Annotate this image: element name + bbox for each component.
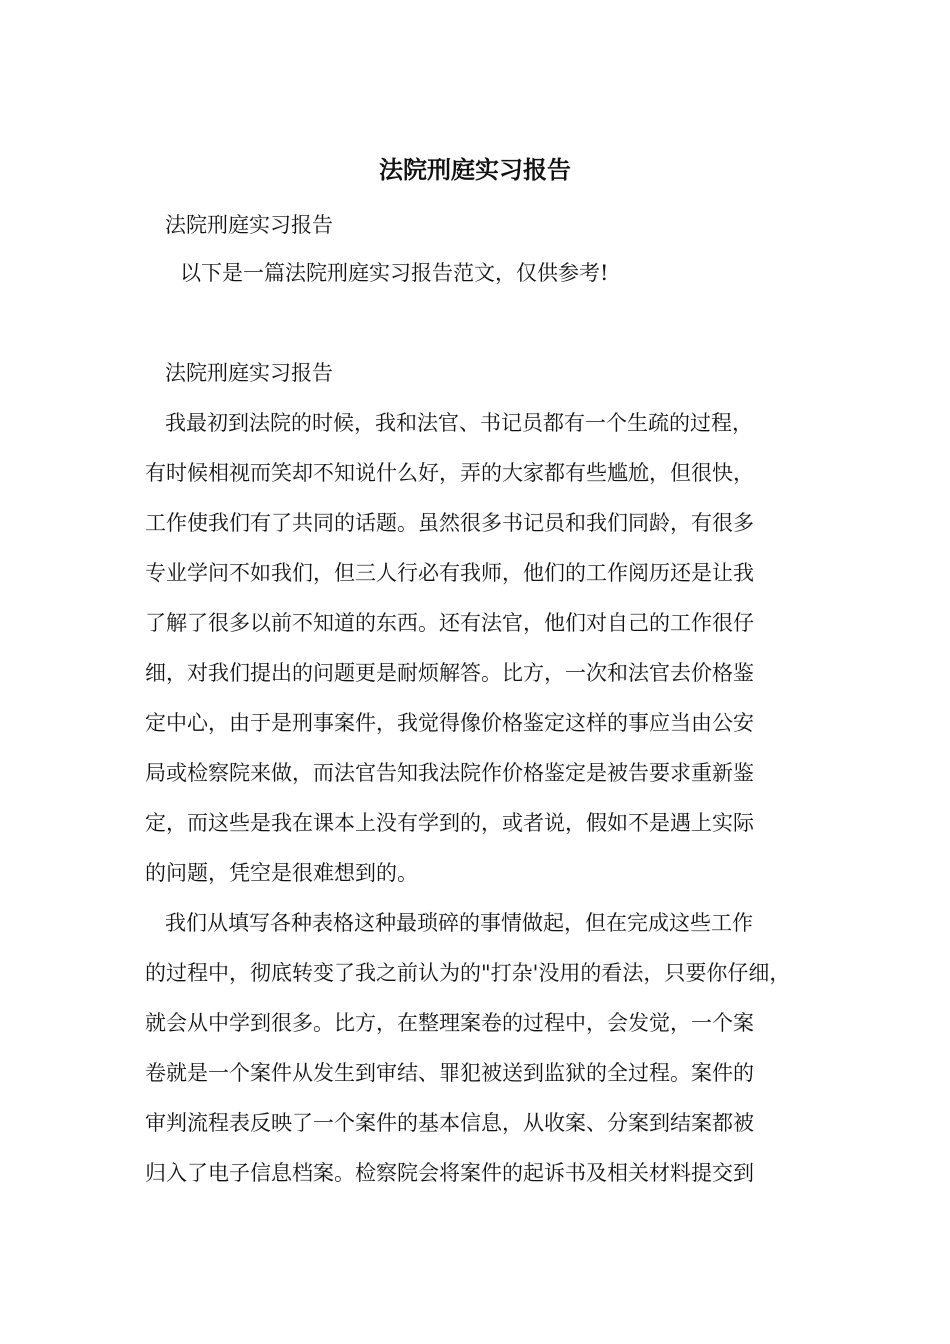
document-subtitle: 法院刑庭实习报告: [165, 213, 333, 237]
paragraph-2-line: 就会从中学到很多。比方，在整理案卷的过程中，会发觉，一个案: [145, 1011, 754, 1035]
paragraph-1-line: 细，对我们提出的问题更是耐烦解答。比方，一次和法官去价格鉴: [145, 661, 754, 685]
paragraph-1-line: 工作使我们有了共同的话题。虽然很多书记员和我们同龄，有很多: [145, 511, 754, 535]
paragraph-1-line: 我最初到法院的时候，我和法官、书记员都有一个生疏的过程，: [165, 411, 753, 435]
paragraph-1-line: 局或检察院来做，而法官告知我法院作价格鉴定是被告要求重新鉴: [145, 761, 754, 785]
paragraph-2-line: 卷就是一个案件从发生到审结、罪犯被送到监狱的全过程。案件的: [145, 1061, 754, 1085]
paragraph-2-line: 审判流程表反映了一个案件的基本信息，从收案、分案到结案都被: [145, 1111, 754, 1135]
paragraph-1-line: 专业学问不如我们，但三人行必有我师，他们的工作阅历还是让我: [145, 561, 754, 585]
intro-text: 以下是一篇法院刑庭实习报告范文，仅供参考!: [180, 261, 609, 285]
document-title: 法院刑庭实习报告: [379, 155, 571, 184]
paragraph-2-line: 的过程中，彻底转变了我之前认为的"打杂'没用的看法，只要你仔细，: [145, 961, 791, 985]
paragraph-2-line: 我们从填写各种表格这种最琐碎的事情做起，但在完成这些工作: [165, 911, 753, 935]
paragraph-1-line: 的问题，凭空是很难想到的。: [145, 861, 418, 885]
paragraph-1-line: 定，而这些是我在课本上没有学到的，或者说，假如不是遇上实际: [145, 811, 754, 835]
paragraph-1-line: 定中心，由于是刑事案件，我觉得像价格鉴定这样的事应当由公安: [145, 711, 754, 735]
paragraph-2-line: 归入了电子信息档案。检察院会将案件的起诉书及相关材料提交到: [145, 1161, 754, 1185]
paragraph-1-line: 了解了很多以前不知道的东西。还有法官，他们对自己的工作很仔: [145, 611, 754, 635]
paragraph-1-line: 有时候相视而笑却不知说什么好，弄的大家都有些尴尬，但很快，: [145, 461, 754, 485]
section-heading: 法院刑庭实习报告: [165, 361, 333, 385]
